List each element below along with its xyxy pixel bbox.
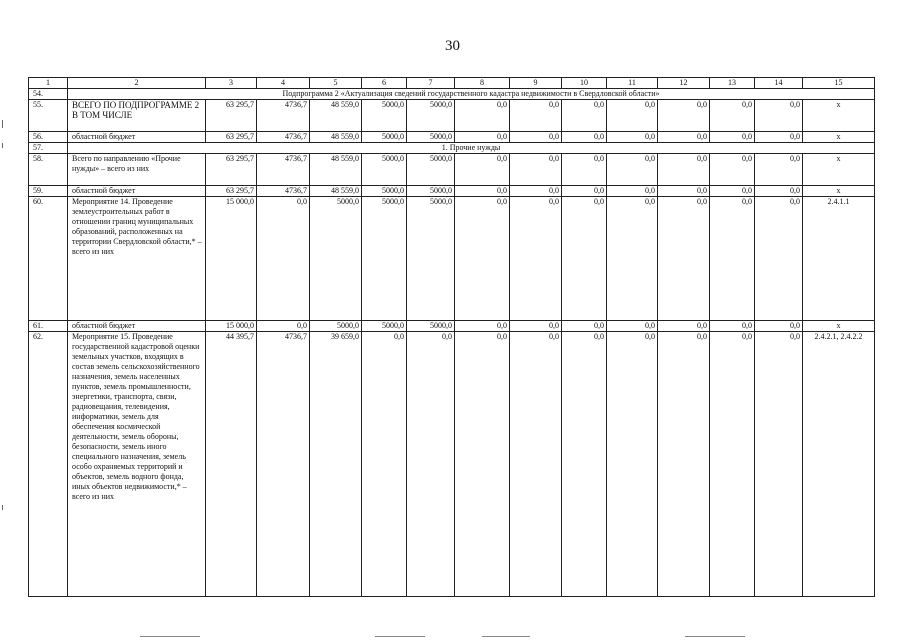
- value-cell: 0,0: [257, 321, 310, 332]
- column-number-cell: 14: [755, 78, 803, 89]
- page-number: 30: [445, 38, 460, 54]
- value-cell: 63 295,7: [206, 154, 257, 186]
- value-cell: 0,0: [658, 132, 710, 143]
- section-title: 1. Прочие нужды: [68, 143, 875, 154]
- item-name-cell: Всего по направлению «Прочие нужды» – всего из них: [68, 154, 206, 186]
- value-cell: 0,0: [607, 100, 658, 132]
- value-cell: 5000,0: [362, 197, 407, 321]
- value-cell: 0,0: [658, 332, 710, 597]
- item-name-cell: Мероприятие 15. Проведение государственной кадастровой оценки земельных участков, входящих в состав земель сельскохозяйственного назначения, земель населенных пунктов, земель промышленности, энергетики, транспорта, связи, радиовещания, телевидения, информатики, земель для обеспечения космической деятельности, земель обороны, безопасности, земель иного специального назначения, земель особо охраняемых территорий и объектов, земель водного фонда, иных объектов недвижимости,* – всего из них: [68, 332, 206, 597]
- value-cell: 5000,0: [362, 132, 407, 143]
- value-cell: 0,0: [510, 332, 562, 597]
- column-number-cell: 5: [310, 78, 362, 89]
- row-number-cell: 54.: [29, 89, 68, 100]
- value-cell: 5000,0: [407, 321, 455, 332]
- table-row: [29, 100, 875, 132]
- value-cell: 4736,7: [257, 100, 310, 132]
- column-number-cell: 9: [510, 78, 562, 89]
- value-cell: 0,0: [710, 332, 755, 597]
- target-ref-cell: x: [803, 321, 875, 332]
- value-cell: 4736,7: [257, 154, 310, 186]
- value-cell: 0,0: [362, 332, 407, 597]
- row-number-cell: 60.: [29, 197, 68, 321]
- target-ref-cell: x: [803, 132, 875, 143]
- table-row: [29, 321, 875, 332]
- row-number-cell: 59.: [29, 186, 68, 197]
- item-name-cell: Мероприятие 14. Проведение землеустроительных работ в отношении границ муниципальных образований, расположенных на территории Свердловской области,* – всего из них: [68, 197, 206, 321]
- value-cell: 48 559,0: [310, 100, 362, 132]
- value-cell: 0,0: [658, 186, 710, 197]
- value-cell: 4736,7: [257, 132, 310, 143]
- value-cell: 0,0: [510, 321, 562, 332]
- column-number-cell: 7: [407, 78, 455, 89]
- column-number-cell: 13: [710, 78, 755, 89]
- value-cell: 0,0: [510, 197, 562, 321]
- value-cell: 5000,0: [362, 100, 407, 132]
- value-cell: 0,0: [562, 154, 607, 186]
- scan-edge-mark: [685, 636, 745, 637]
- value-cell: 0,0: [455, 132, 510, 143]
- table-row: [29, 186, 875, 197]
- value-cell: 4736,7: [257, 186, 310, 197]
- value-cell: 5000,0: [407, 197, 455, 321]
- value-cell: 0,0: [562, 321, 607, 332]
- value-cell: 0,0: [755, 100, 803, 132]
- value-cell: 48 559,0: [310, 132, 362, 143]
- item-name-cell: областной бюджет: [68, 132, 206, 143]
- row-number-cell: 61.: [29, 321, 68, 332]
- value-cell: 0,0: [455, 197, 510, 321]
- value-cell: 0,0: [755, 332, 803, 597]
- column-number-cell: 12: [658, 78, 710, 89]
- scan-edge-mark: [375, 636, 425, 637]
- table-row: [29, 197, 875, 321]
- value-cell: 0,0: [607, 186, 658, 197]
- value-cell: 0,0: [607, 132, 658, 143]
- column-numbers-row: [29, 78, 875, 89]
- value-cell: 15 000,0: [206, 321, 257, 332]
- value-cell: 0,0: [562, 132, 607, 143]
- table-row: [29, 154, 875, 186]
- value-cell: 0,0: [755, 186, 803, 197]
- value-cell: 5000,0: [310, 197, 362, 321]
- binding-mark: [2, 505, 3, 510]
- item-name-cell: областной бюджет: [68, 321, 206, 332]
- target-ref-cell: 2.4.2.1, 2.4.2.2: [803, 332, 875, 597]
- value-cell: 0,0: [658, 100, 710, 132]
- value-cell: 0,0: [658, 197, 710, 321]
- value-cell: 4736,7: [257, 332, 310, 597]
- value-cell: 0,0: [658, 154, 710, 186]
- scan-edge-mark: [140, 636, 200, 637]
- table-body: [29, 78, 875, 597]
- value-cell: 0,0: [455, 186, 510, 197]
- value-cell: 0,0: [710, 132, 755, 143]
- value-cell: 63 295,7: [206, 100, 257, 132]
- value-cell: 0,0: [562, 197, 607, 321]
- value-cell: 5000,0: [407, 186, 455, 197]
- column-number-cell: 1: [29, 78, 68, 89]
- value-cell: 5000,0: [407, 154, 455, 186]
- value-cell: 0,0: [607, 154, 658, 186]
- value-cell: 0,0: [607, 332, 658, 597]
- value-cell: 0,0: [710, 154, 755, 186]
- value-cell: 0,0: [257, 197, 310, 321]
- value-cell: 0,0: [710, 321, 755, 332]
- value-cell: 5000,0: [362, 154, 407, 186]
- value-cell: 0,0: [510, 100, 562, 132]
- section-title-row: [29, 89, 875, 100]
- value-cell: 0,0: [755, 154, 803, 186]
- value-cell: 0,0: [755, 197, 803, 321]
- column-number-cell: 11: [607, 78, 658, 89]
- value-cell: 0,0: [562, 186, 607, 197]
- value-cell: 5000,0: [310, 321, 362, 332]
- binding-mark: [2, 120, 3, 128]
- section-title: Подпрограмма 2 «Актуализация сведений государственного кадастра недвижимости в Свердловской области»: [68, 89, 875, 100]
- item-name-cell: областной бюджет: [68, 186, 206, 197]
- value-cell: 0,0: [455, 100, 510, 132]
- value-cell: 0,0: [407, 332, 455, 597]
- value-cell: 0,0: [562, 100, 607, 132]
- column-number-cell: 3: [206, 78, 257, 89]
- row-number-cell: 57.: [29, 143, 68, 154]
- row-number-cell: 58.: [29, 154, 68, 186]
- item-name-cell: ВСЕГО ПО ПОДПРОГРАММЕ 2 В ТОМ ЧИСЛЕ: [68, 100, 206, 132]
- value-cell: 0,0: [710, 186, 755, 197]
- value-cell: 0,0: [755, 321, 803, 332]
- value-cell: 5000,0: [362, 321, 407, 332]
- value-cell: 0,0: [455, 154, 510, 186]
- value-cell: 0,0: [455, 332, 510, 597]
- value-cell: 0,0: [755, 132, 803, 143]
- value-cell: 0,0: [455, 321, 510, 332]
- table-row: [29, 132, 875, 143]
- value-cell: 0,0: [510, 186, 562, 197]
- column-number-cell: 6: [362, 78, 407, 89]
- value-cell: 48 559,0: [310, 186, 362, 197]
- value-cell: 63 295,7: [206, 132, 257, 143]
- value-cell: 63 295,7: [206, 186, 257, 197]
- table-row: [29, 332, 875, 597]
- column-number-cell: 4: [257, 78, 310, 89]
- budget-table: [28, 77, 875, 597]
- value-cell: 44 395,7: [206, 332, 257, 597]
- value-cell: 5000,0: [362, 186, 407, 197]
- row-number-cell: 55.: [29, 100, 68, 132]
- row-number-cell: 62.: [29, 332, 68, 597]
- binding-mark: [2, 143, 3, 148]
- target-ref-cell: x: [803, 186, 875, 197]
- value-cell: 0,0: [658, 321, 710, 332]
- value-cell: 0,0: [710, 100, 755, 132]
- column-number-cell: 15: [803, 78, 875, 89]
- target-ref-cell: x: [803, 100, 875, 132]
- section-title-row: [29, 143, 875, 154]
- row-number-cell: 56.: [29, 132, 68, 143]
- value-cell: 0,0: [607, 321, 658, 332]
- value-cell: 5000,0: [407, 132, 455, 143]
- value-cell: 15 000,0: [206, 197, 257, 321]
- value-cell: 39 659,0: [310, 332, 362, 597]
- column-number-cell: 8: [455, 78, 510, 89]
- scan-edge-mark: [482, 636, 530, 637]
- target-ref-cell: 2.4.1.1: [803, 197, 875, 321]
- column-number-cell: 2: [68, 78, 206, 89]
- value-cell: 0,0: [710, 197, 755, 321]
- value-cell: 0,0: [562, 332, 607, 597]
- target-ref-cell: x: [803, 154, 875, 186]
- value-cell: 48 559,0: [310, 154, 362, 186]
- value-cell: 0,0: [510, 154, 562, 186]
- value-cell: 0,0: [607, 197, 658, 321]
- column-number-cell: 10: [562, 78, 607, 89]
- value-cell: 5000,0: [407, 100, 455, 132]
- value-cell: 0,0: [510, 132, 562, 143]
